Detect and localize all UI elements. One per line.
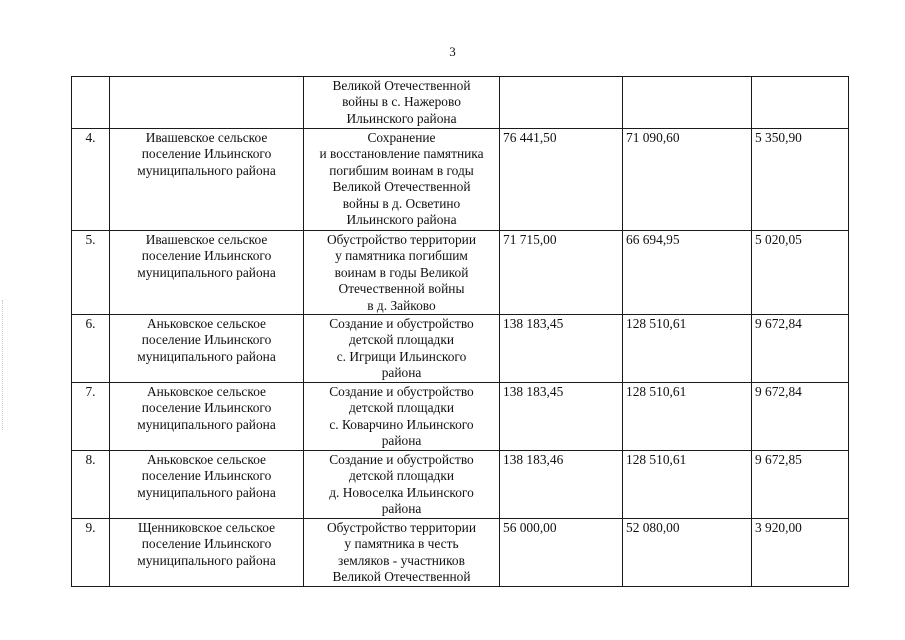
project-cell [304,315,500,383]
municipality-line: Ивашевское сельское [145,232,268,247]
regional-amount-cell: 128 510,61 [623,315,752,383]
total-amount-cell: 138 183,45 [500,383,623,451]
project-line: погибшим воинам в годы [329,162,474,178]
municipality-cell [110,129,304,231]
project-line: и восстановление памятника [319,146,484,162]
project-line: района [381,501,422,517]
municipality-line: муниципального района [137,348,276,364]
project-line: Обустройство территории [326,520,476,536]
municipality-line: Аньковское сельское [146,316,267,332]
page-number: 3 [449,44,456,59]
project-line: Создание и обустройство [329,384,474,400]
project-line: района [381,365,422,381]
municipality-line: Щенниковское сельское [137,520,276,536]
table-row [72,519,849,587]
row-number-cell: 6. [72,315,110,383]
project-line: войны в с. Нажерово [342,94,461,110]
row-number-cell [72,77,110,129]
local-amount-cell: 5 020,05 [752,231,849,315]
municipality-line: Аньковское сельское [146,452,267,468]
table-row [72,231,849,315]
project-line: Великой Отечественной [332,569,471,585]
project-cell [304,519,500,587]
municipality-line: Аньковское сельское [146,384,267,400]
row-number-cell: 5. [72,231,110,315]
table-row [72,451,849,519]
municipality-cell [110,519,304,587]
row-number-cell: 4. [72,129,110,231]
project-line: Великой Отечественной [332,78,471,93]
project-cell [304,231,500,315]
local-amount-cell: 9 672,84 [752,383,849,451]
project-line: земляков - участников [338,552,465,568]
project-line: Сохранение [367,130,436,145]
table-row [72,383,849,451]
regional-amount-cell: 71 090,60 [623,129,752,231]
project-line: у памятника в честь [344,536,459,552]
project-line: детской площадки [348,332,455,348]
table-row [72,315,849,383]
municipality-line: поселение Ильинского [141,146,272,162]
regional-amount-cell: 66 694,95 [623,231,752,315]
municipality-cell [110,231,304,315]
total-amount-cell: 138 183,46 [500,451,623,519]
project-line: детской площадки [348,400,455,416]
municipality-line: муниципального района [137,264,276,280]
municipality-cell [110,451,304,519]
project-line: д. Новоселка Ильинского [329,484,474,500]
row-number-cell: 8. [72,451,110,519]
project-line: у памятника погибшим [335,248,468,264]
local-amount-cell: 3 920,00 [752,519,849,587]
project-line: детской площадки [348,468,455,484]
project-line: Создание и обустройство [329,452,474,468]
regional-amount-cell: 52 080,00 [623,519,752,587]
total-amount-cell: 71 715,00 [500,231,623,315]
project-cell [304,383,500,451]
regional-amount-cell [623,77,752,129]
total-amount-cell: 138 183,45 [500,315,623,383]
municipality-line: муниципального района [137,416,276,432]
project-line: Отечественной войны [338,281,465,297]
project-cell [304,451,500,519]
total-amount-cell: 76 441,50 [500,129,623,231]
project-line: с. Коварчино Ильинского [329,416,474,432]
municipality-line: муниципального района [137,552,276,568]
project-line: Ильинского района [346,212,457,228]
project-line: войны в д. Осветино [342,195,461,211]
municipality-line: муниципального района [137,484,276,500]
project-cell [304,77,500,129]
project-cell [304,129,500,231]
municipality-cell [110,77,304,129]
continuation-row [72,77,849,129]
project-line: воинам в годы Великой [334,264,469,280]
row-number-cell: 7. [72,383,110,451]
project-line: с. Игрищи Ильинского [336,348,467,364]
regional-amount-cell: 128 510,61 [623,383,752,451]
municipality-line: поселение Ильинского [141,400,272,416]
project-line: Великой Отечественной [332,179,471,195]
municipality-line: поселение Ильинского [141,536,272,552]
funding-table [71,76,849,587]
municipality-line: муниципального района [137,162,276,178]
scan-margin-marks [2,300,9,430]
project-line: района [381,433,422,449]
project-line: Создание и обустройство [329,316,474,332]
total-amount-cell: 56 000,00 [500,519,623,587]
local-amount-cell: 5 350,90 [752,129,849,231]
table-row [72,129,849,231]
municipality-line: поселение Ильинского [141,468,272,484]
municipality-line: Ивашевское сельское [145,130,268,145]
municipality-line: поселение Ильинского [141,332,272,348]
project-line: Ильинского района [346,110,457,126]
local-amount-cell: 9 672,85 [752,451,849,519]
row-number-cell: 9. [72,519,110,587]
local-amount-cell [752,77,849,129]
municipality-cell [110,315,304,383]
local-amount-cell: 9 672,84 [752,315,849,383]
project-line: в д. Зайково [367,297,436,313]
total-amount-cell [500,77,623,129]
regional-amount-cell: 128 510,61 [623,451,752,519]
municipality-line: поселение Ильинского [141,248,272,264]
municipality-cell [110,383,304,451]
project-line: Обустройство территории [326,232,476,247]
